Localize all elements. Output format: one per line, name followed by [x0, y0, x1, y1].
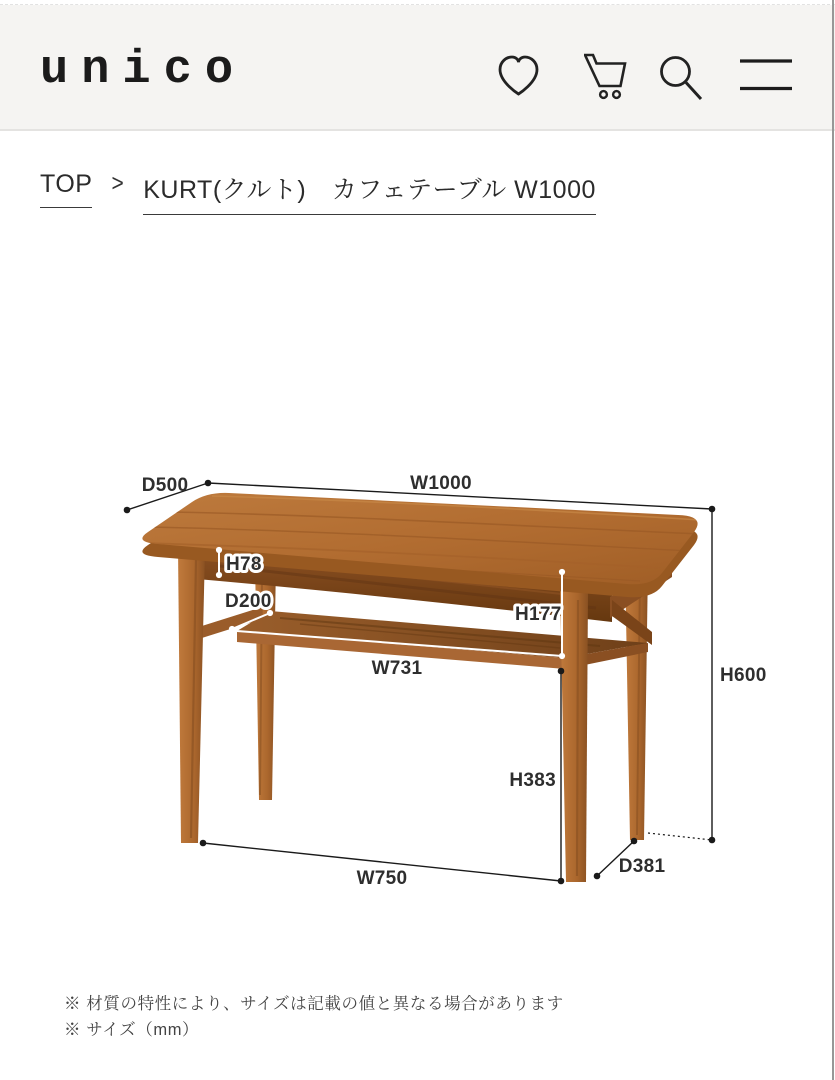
breadcrumb-current[interactable]: KURT(クルト) カフェテーブル W1000: [143, 170, 596, 215]
site-header: [0, 5, 835, 131]
dim-label-h177: H177: [515, 604, 562, 625]
dim-label-h78: H78: [226, 554, 262, 575]
dim-label-d381: D381: [618, 856, 666, 877]
note-material: ※ 材質の特性により、サイズは記載の値と異なる場合があります: [64, 995, 564, 1013]
dim-label-d200: D200: [225, 591, 272, 612]
product-notes: [64, 991, 564, 1043]
dim-label-w1000: W1000: [410, 473, 472, 494]
dim-label-h600: H600: [720, 665, 767, 686]
unico-logo[interactable]: unico: [40, 44, 247, 97]
dim-label-w731: W731: [371, 658, 423, 679]
dim-label-d500: D500: [141, 475, 189, 496]
dim-label-w750: W750: [356, 868, 408, 889]
table-photo: [140, 493, 700, 882]
search-icon[interactable]: [658, 54, 704, 102]
menu-icon[interactable]: [740, 59, 792, 91]
cart-icon[interactable]: [584, 52, 627, 102]
breadcrumb-separator: >: [111, 170, 125, 197]
heart-favorites-icon[interactable]: [496, 54, 541, 99]
note-size-unit: ※ サイズ（mm）: [64, 1021, 200, 1039]
breadcrumb-link-top[interactable]: TOP: [40, 170, 92, 208]
dim-label-h383: H383: [509, 770, 556, 791]
window-right-border: [832, 0, 834, 1080]
